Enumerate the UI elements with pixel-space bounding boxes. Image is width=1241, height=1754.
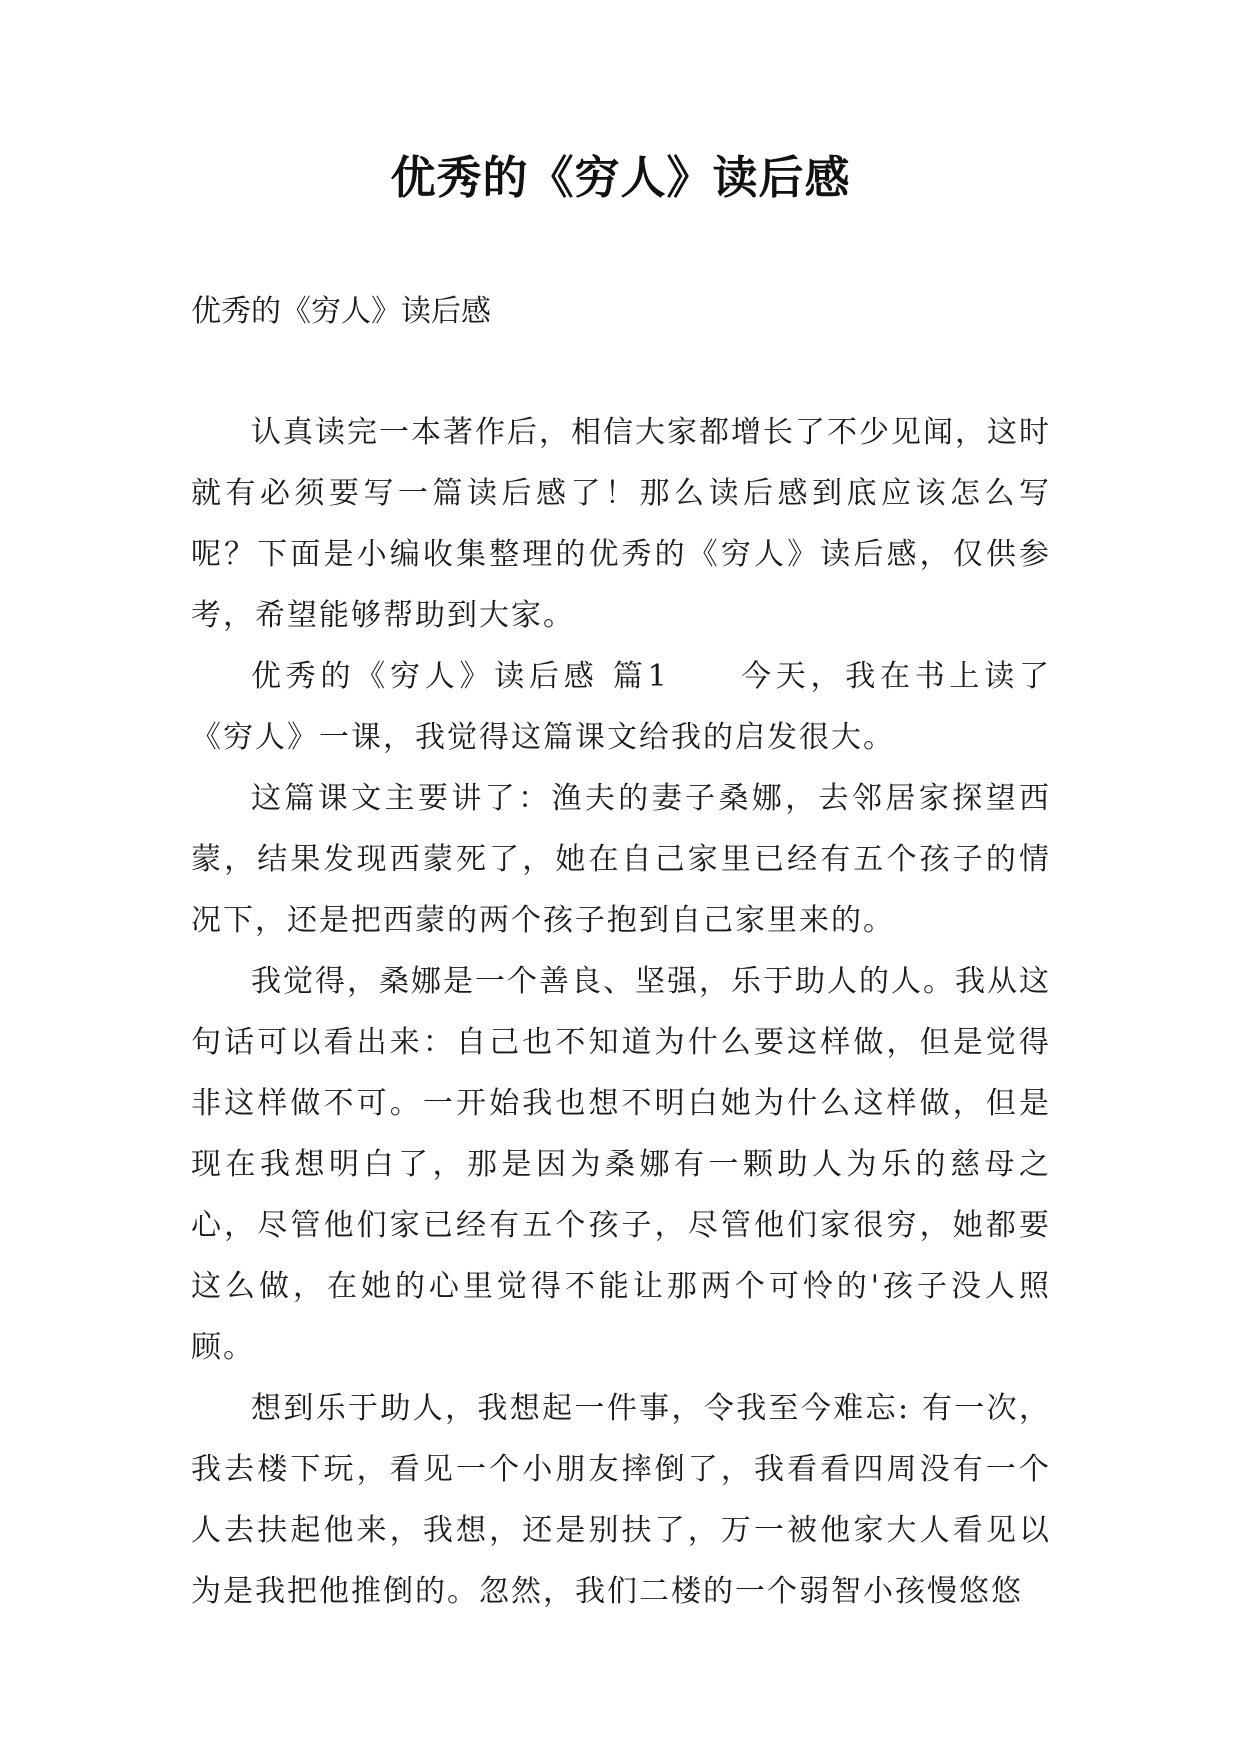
document-body <box>191 402 1051 1622</box>
document-subtitle: 优秀的《穷人》读后感 <box>191 294 491 329</box>
paragraph: 想到乐于助人，我想起一件事，令我至今难忘: 有一次，我去楼下玩，看见一个小朋友摔倒了，我看看四周没有一个人去扶起他来，我想，还是别扶了，万一被他家大人看见以为是我把他推倒的。忽然，我们二楼的一个弱智小孩慢悠悠 <box>191 1391 1051 1609</box>
paragraph: 优秀的《穷人》读后感 篇1 今天，我在书上读了《穷人》一课，我觉得这篇课文给我的启发很大。 <box>191 659 1051 755</box>
paragraph: 这篇课文主要讲了：渔夫的妻子桑娜，去邻居家探望西蒙，结果发现西蒙死了，她在自己家里已经有五个孩子的情况下，还是把西蒙的两个孩子抱到自己家里来的。 <box>191 781 1051 938</box>
paragraph: 我觉得，桑娜是一个善良、坚强，乐于助人的人。我从这句话可以看出来：自己也不知道为什么要这样做，但是觉得非这样做不可。一开始我也想不明白她为什么这样做，但是现在我想明白了，那是因为桑娜有一颗助人为乐的慈母之心，尽管他们家已经有五个孩子，尽管他们家很穷，她都要这么做，在她的心里觉得不能让那两个可怜的'孩子没人照顾。 <box>191 964 1051 1365</box>
paragraph: 认真读完一本著作后，相信大家都增长了不少见闻，这时就有必须要写一篇读后感了！那么读后感到底应该怎么写呢？下面是小编收集整理的优秀的《穷人》读后感，仅供参考，希望能够帮助到大家。 <box>191 415 1051 633</box>
document-title: 优秀的《穷人》读后感 <box>390 151 851 204</box>
